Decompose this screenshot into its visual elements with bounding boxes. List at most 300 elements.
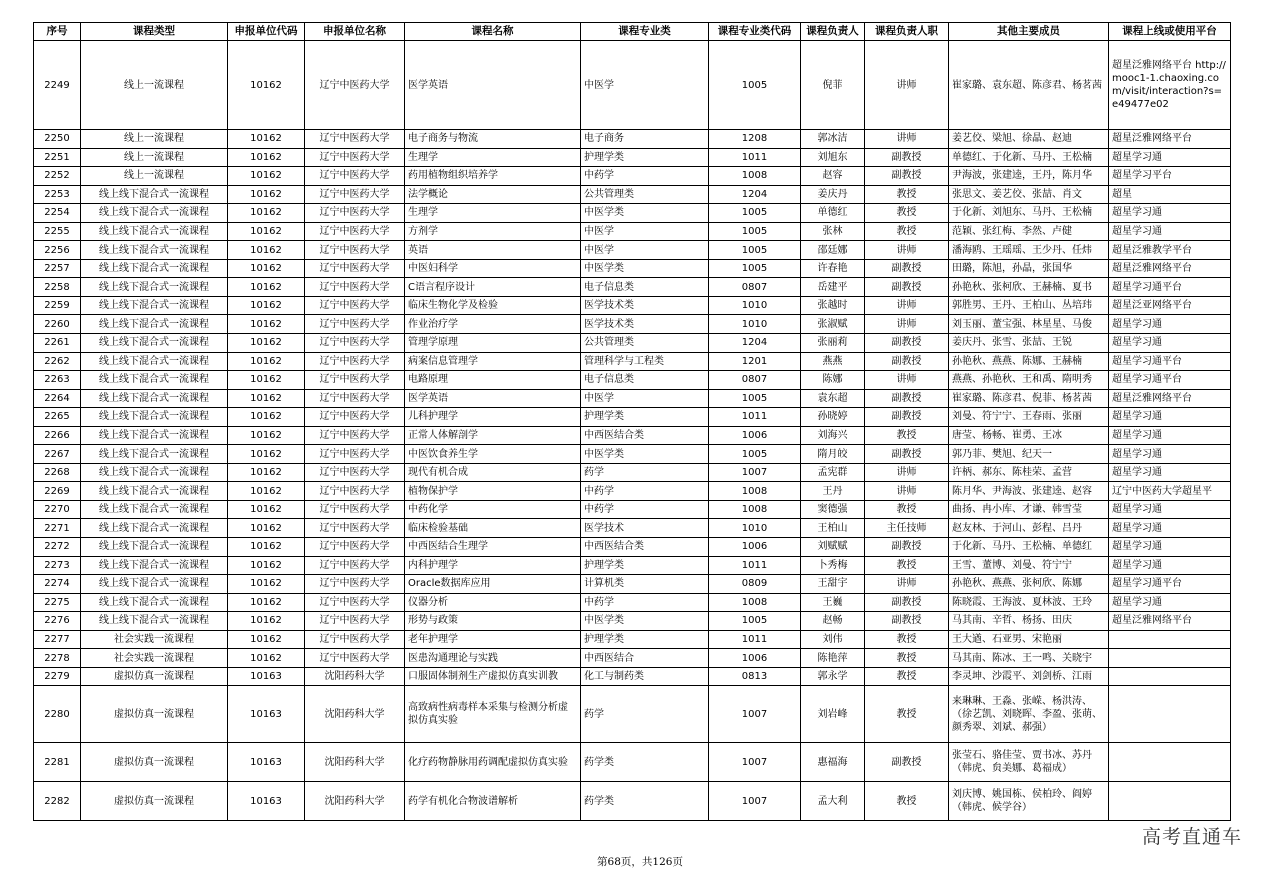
- cell-leader-title: 副教授: [865, 167, 949, 186]
- cell-leader-title: 教授: [865, 426, 949, 445]
- table-row: [34, 782, 1231, 821]
- cell-index: 2250: [34, 130, 81, 149]
- cell-course-name: 电子商务与物流: [405, 130, 581, 149]
- table-row: [34, 389, 1231, 408]
- cell-unit-name: 辽宁中医药大学: [305, 612, 405, 631]
- cell-leader-title: 讲师: [865, 482, 949, 501]
- cell-leader: 王丹: [801, 482, 865, 501]
- cell-leader-title: 副教授: [865, 538, 949, 557]
- table-row: [34, 148, 1231, 167]
- cell-major-category: 中药学: [581, 593, 709, 612]
- cell-leader: 孟大利: [801, 782, 865, 821]
- cell-leader-title: 教授: [865, 782, 949, 821]
- cell-leader-title: 副教授: [865, 593, 949, 612]
- cell-major-code: 1005: [709, 445, 801, 464]
- cell-course-name: 中西医结合生理学: [405, 538, 581, 557]
- cell-platform: [1109, 686, 1231, 743]
- cell-leader: 王甜宇: [801, 575, 865, 594]
- cell-unit-name: 辽宁中医药大学: [305, 167, 405, 186]
- cell-platform: 超星学习通: [1109, 148, 1231, 167]
- cell-members: 赵友林、于河山、彭程、吕丹: [949, 519, 1109, 538]
- cell-index: 2254: [34, 204, 81, 223]
- cell-leader-title: 教授: [865, 185, 949, 204]
- cell-unit-code: 10162: [228, 241, 305, 260]
- cell-course-type: 线上线下混合式一流课程: [81, 519, 228, 538]
- cell-unit-name: 辽宁中医药大学: [305, 259, 405, 278]
- table-row: [34, 185, 1231, 204]
- cell-course-type: 线上线下混合式一流课程: [81, 426, 228, 445]
- cell-index: 2273: [34, 556, 81, 575]
- cell-leader-title: 副教授: [865, 408, 949, 427]
- cell-unit-code: 10162: [228, 408, 305, 427]
- cell-major-category: 中西医结合: [581, 649, 709, 668]
- cell-leader-title: 主任技师: [865, 519, 949, 538]
- cell-leader-title: 教授: [865, 222, 949, 241]
- cell-course-name: 方剂学: [405, 222, 581, 241]
- cell-leader-title: 讲师: [865, 130, 949, 149]
- cell-unit-code: 10162: [228, 222, 305, 241]
- table-row: [34, 334, 1231, 353]
- cell-leader: 陈艳萍: [801, 649, 865, 668]
- cell-unit-code: 10162: [228, 649, 305, 668]
- cell-unit-name: 辽宁中医药大学: [305, 148, 405, 167]
- col-header-members: 其他主要成员: [949, 23, 1109, 41]
- cell-course-type: 线上线下混合式一流课程: [81, 408, 228, 427]
- cell-unit-code: 10162: [228, 575, 305, 594]
- cell-leader: 刘伟: [801, 630, 865, 649]
- col-header-course-name: 课程名称: [405, 23, 581, 41]
- cell-index: 2281: [34, 743, 81, 782]
- cell-major-code: 0813: [709, 667, 801, 686]
- cell-members: 陈晓霞、王海波、夏林波、王玲: [949, 593, 1109, 612]
- cell-major-code: 1007: [709, 743, 801, 782]
- cell-course-name: 生理学: [405, 148, 581, 167]
- cell-course-type: 线上一流课程: [81, 130, 228, 149]
- cell-course-type: 线上线下混合式一流课程: [81, 315, 228, 334]
- cell-unit-code: 10162: [228, 426, 305, 445]
- cell-unit-name: 辽宁中医药大学: [305, 41, 405, 130]
- cell-major-category: 护理学类: [581, 408, 709, 427]
- cell-index: 2264: [34, 389, 81, 408]
- cell-major-category: 中医学: [581, 389, 709, 408]
- cell-unit-code: 10162: [228, 296, 305, 315]
- cell-unit-name: 辽宁中医药大学: [305, 315, 405, 334]
- cell-unit-name: 辽宁中医药大学: [305, 630, 405, 649]
- cell-unit-code: 10163: [228, 686, 305, 743]
- cell-course-type: 线上线下混合式一流课程: [81, 575, 228, 594]
- cell-major-category: 中医学类: [581, 204, 709, 223]
- cell-major-category: 电子信息类: [581, 278, 709, 297]
- cell-course-name: 医学英语: [405, 389, 581, 408]
- cell-course-name: 医学英语: [405, 41, 581, 130]
- cell-index: 2268: [34, 463, 81, 482]
- table-row: [34, 204, 1231, 223]
- cell-course-type: 线上线下混合式一流课程: [81, 185, 228, 204]
- cell-unit-code: 10162: [228, 148, 305, 167]
- cell-major-code: 1005: [709, 241, 801, 260]
- cell-leader: 张淑赋: [801, 315, 865, 334]
- cell-course-name: 老年护理学: [405, 630, 581, 649]
- cell-platform: 超星学习通平台: [1109, 278, 1231, 297]
- table-row: [34, 241, 1231, 260]
- cell-platform: [1109, 667, 1231, 686]
- cell-members: 王大遒、石亚男、宋艳丽: [949, 630, 1109, 649]
- cell-course-type: 线上一流课程: [81, 41, 228, 130]
- cell-major-code: 1010: [709, 315, 801, 334]
- cell-leader-title: 副教授: [865, 445, 949, 464]
- cell-leader-title: 副教授: [865, 334, 949, 353]
- cell-major-category: 公共管理类: [581, 185, 709, 204]
- cell-platform: [1109, 630, 1231, 649]
- cell-members: 刘曼、符宁宁、王春雨、张丽: [949, 408, 1109, 427]
- cell-platform: 超星泛雅教学平台: [1109, 241, 1231, 260]
- cell-course-name: 法学概论: [405, 185, 581, 204]
- cell-leader-title: 教授: [865, 630, 949, 649]
- cell-members: 于化新、马丹、王松楠、单德红: [949, 538, 1109, 557]
- cell-unit-name: 辽宁中医药大学: [305, 575, 405, 594]
- table-row: [34, 667, 1231, 686]
- cell-unit-name: 辽宁中医药大学: [305, 352, 405, 371]
- cell-leader: 燕燕: [801, 352, 865, 371]
- cell-major-category: 管理科学与工程类: [581, 352, 709, 371]
- cell-course-type: 线上线下混合式一流课程: [81, 241, 228, 260]
- cell-major-category: 化工与制药类: [581, 667, 709, 686]
- cell-unit-code: 10162: [228, 593, 305, 612]
- table-row: [34, 296, 1231, 315]
- table-row: [34, 686, 1231, 743]
- cell-index: 2251: [34, 148, 81, 167]
- cell-course-type: 线上线下混合式一流课程: [81, 538, 228, 557]
- cell-unit-name: 辽宁中医药大学: [305, 408, 405, 427]
- watermark: 高考直通车: [1142, 826, 1243, 848]
- cell-unit-name: 辽宁中医药大学: [305, 482, 405, 501]
- cell-major-category: 护理学类: [581, 148, 709, 167]
- cell-unit-name: 辽宁中医药大学: [305, 445, 405, 464]
- table-row: [34, 482, 1231, 501]
- cell-course-name: 临床生物化学及检验: [405, 296, 581, 315]
- cell-course-type: 线上线下混合式一流课程: [81, 482, 228, 501]
- cell-leader: 许春艳: [801, 259, 865, 278]
- cell-index: 2267: [34, 445, 81, 464]
- cell-platform: 超星学习通: [1109, 204, 1231, 223]
- table-row: [34, 426, 1231, 445]
- cell-index: 2253: [34, 185, 81, 204]
- cell-leader: 赵容: [801, 167, 865, 186]
- cell-platform: 超星学习通: [1109, 556, 1231, 575]
- cell-unit-code: 10162: [228, 556, 305, 575]
- cell-leader: 陈娜: [801, 371, 865, 390]
- cell-unit-name: 辽宁中医药大学: [305, 463, 405, 482]
- cell-leader-title: 讲师: [865, 371, 949, 390]
- cell-leader: 孟宪群: [801, 463, 865, 482]
- table-row: [34, 167, 1231, 186]
- cell-unit-name: 辽宁中医药大学: [305, 593, 405, 612]
- cell-members: 曲扬、冉小库、才谦、韩雪莹: [949, 500, 1109, 519]
- cell-unit-code: 10162: [228, 630, 305, 649]
- cell-major-code: 1011: [709, 408, 801, 427]
- cell-index: 2269: [34, 482, 81, 501]
- cell-platform: 辽宁中医药大学超星平: [1109, 482, 1231, 501]
- cell-course-name: 管理学原理: [405, 334, 581, 353]
- cell-index: 2276: [34, 612, 81, 631]
- cell-major-code: 1005: [709, 204, 801, 223]
- cell-course-name: 药用植物组织培养学: [405, 167, 581, 186]
- cell-major-code: 1007: [709, 782, 801, 821]
- cell-course-name: 仪器分析: [405, 593, 581, 612]
- cell-leader: 刘岩峰: [801, 686, 865, 743]
- table-row: [34, 259, 1231, 278]
- cell-unit-code: 10162: [228, 519, 305, 538]
- cell-platform: 超星学习通: [1109, 538, 1231, 557]
- cell-leader-title: 副教授: [865, 352, 949, 371]
- cell-major-code: 1011: [709, 148, 801, 167]
- cell-members: 张思文、姜艺佼、张喆、肖文: [949, 185, 1109, 204]
- cell-unit-code: 10162: [228, 315, 305, 334]
- cell-leader-title: 讲师: [865, 315, 949, 334]
- table-row: [34, 593, 1231, 612]
- cell-members: 许柄、郝东、陈桂荣、孟营: [949, 463, 1109, 482]
- cell-unit-name: 辽宁中医药大学: [305, 334, 405, 353]
- cell-members: 郭乃菲、樊旭、纪天一: [949, 445, 1109, 464]
- cell-platform: 超星泛雅网络平台: [1109, 389, 1231, 408]
- cell-leader: 惠福海: [801, 743, 865, 782]
- cell-leader: 张丽莉: [801, 334, 865, 353]
- cell-course-name: 内科护理学: [405, 556, 581, 575]
- cell-platform: 超星学习通: [1109, 445, 1231, 464]
- cell-unit-name: 辽宁中医药大学: [305, 538, 405, 557]
- cell-course-type: 线上线下混合式一流课程: [81, 296, 228, 315]
- cell-leader: 刘海兴: [801, 426, 865, 445]
- cell-leader: 倪菲: [801, 41, 865, 130]
- cell-course-name: 作业治疗学: [405, 315, 581, 334]
- cell-major-code: 0807: [709, 371, 801, 390]
- cell-leader: 窦德强: [801, 500, 865, 519]
- cell-major-code: 1005: [709, 259, 801, 278]
- table-row: [34, 538, 1231, 557]
- table-row: [34, 519, 1231, 538]
- cell-major-code: 1005: [709, 389, 801, 408]
- cell-platform: 超星: [1109, 185, 1231, 204]
- table-row: [34, 463, 1231, 482]
- col-header-major-code: 课程专业类代码: [709, 23, 801, 41]
- cell-course-name: 正常人体解剖学: [405, 426, 581, 445]
- cell-major-code: 1010: [709, 519, 801, 538]
- cell-course-type: 虚拟仿真一流课程: [81, 686, 228, 743]
- cell-platform: [1109, 649, 1231, 668]
- cell-major-category: 中西医结合类: [581, 538, 709, 557]
- cell-members: 尹海波，张建逵，王丹，陈月华: [949, 167, 1109, 186]
- cell-unit-name: 沈阳药科大学: [305, 667, 405, 686]
- cell-major-category: 电子信息类: [581, 371, 709, 390]
- cell-course-type: 线上一流课程: [81, 167, 228, 186]
- cell-major-code: 1008: [709, 593, 801, 612]
- cell-major-category: 中药学: [581, 167, 709, 186]
- cell-platform: 超星学习通: [1109, 334, 1231, 353]
- cell-course-type: 线上线下混合式一流课程: [81, 204, 228, 223]
- cell-platform: 超星泛雅网络平台 http://mooc1-1.chaoxing.com/visit/interaction?s=e49477e02: [1109, 41, 1231, 130]
- cell-platform: 超星泛雅网络平台: [1109, 130, 1231, 149]
- cell-unit-name: 辽宁中医药大学: [305, 222, 405, 241]
- cell-index: 2282: [34, 782, 81, 821]
- cell-leader-title: 教授: [865, 649, 949, 668]
- cell-major-code: 1208: [709, 130, 801, 149]
- cell-course-name: 中药化学: [405, 500, 581, 519]
- cell-major-category: 护理学类: [581, 556, 709, 575]
- cell-course-type: 线上线下混合式一流课程: [81, 556, 228, 575]
- cell-unit-code: 10162: [228, 334, 305, 353]
- cell-course-type: 线上线下混合式一流课程: [81, 445, 228, 464]
- cell-index: 2278: [34, 649, 81, 668]
- cell-platform: 超星学习通平台: [1109, 352, 1231, 371]
- cell-unit-code: 10162: [228, 185, 305, 204]
- cell-members: 唐莹、杨畅、崔勇、王冰: [949, 426, 1109, 445]
- cell-course-name: 中医妇科学: [405, 259, 581, 278]
- cell-leader: 邵廷娜: [801, 241, 865, 260]
- cell-course-name: 电路原理: [405, 371, 581, 390]
- cell-unit-code: 10162: [228, 612, 305, 631]
- cell-unit-code: 10163: [228, 782, 305, 821]
- table-row: [34, 743, 1231, 782]
- cell-major-category: 医学技术: [581, 519, 709, 538]
- cell-unit-code: 10162: [228, 482, 305, 501]
- cell-major-code: 1201: [709, 352, 801, 371]
- col-header-course-type: 课程类型: [81, 23, 228, 41]
- cell-leader: 张越时: [801, 296, 865, 315]
- cell-unit-name: 辽宁中医药大学: [305, 556, 405, 575]
- table-row: [34, 445, 1231, 464]
- cell-leader-title: 教授: [865, 204, 949, 223]
- cell-major-code: 1011: [709, 556, 801, 575]
- cell-course-type: 虚拟仿真一流课程: [81, 782, 228, 821]
- cell-index: 2257: [34, 259, 81, 278]
- cell-major-code: 1005: [709, 41, 801, 130]
- cell-members: 马其南、陈冰、王一鸣、关晓宇: [949, 649, 1109, 668]
- cell-course-type: 线上线下混合式一流课程: [81, 463, 228, 482]
- cell-members: 陈月华、尹海波、张建逵、赵容: [949, 482, 1109, 501]
- cell-leader: 张林: [801, 222, 865, 241]
- cell-major-code: 1010: [709, 296, 801, 315]
- course-table: [33, 22, 1231, 821]
- cell-course-name: 口服固体制剂生产虚拟仿真实训教: [405, 667, 581, 686]
- cell-course-type: 社会实践一流课程: [81, 630, 228, 649]
- cell-unit-code: 10163: [228, 743, 305, 782]
- cell-members: 孙艳秋、燕燕、张柯欣、陈娜: [949, 575, 1109, 594]
- cell-major-category: 护理学类: [581, 630, 709, 649]
- cell-leader-title: 副教授: [865, 389, 949, 408]
- cell-platform: 超星泛雅网络平台: [1109, 259, 1231, 278]
- cell-members: 孙艳秋、张柯欣、王赫楠、夏书: [949, 278, 1109, 297]
- cell-leader: 郭冰洁: [801, 130, 865, 149]
- cell-leader-title: 讲师: [865, 575, 949, 594]
- cell-course-name: 形势与政策: [405, 612, 581, 631]
- cell-course-name: 生理学: [405, 204, 581, 223]
- cell-unit-name: 辽宁中医药大学: [305, 389, 405, 408]
- cell-leader-title: 副教授: [865, 259, 949, 278]
- cell-course-type: 虚拟仿真一流课程: [81, 743, 228, 782]
- cell-platform: 超星学习通平台: [1109, 575, 1231, 594]
- cell-major-code: 1008: [709, 167, 801, 186]
- cell-unit-name: 辽宁中医药大学: [305, 241, 405, 260]
- cell-unit-code: 10162: [228, 371, 305, 390]
- cell-course-name: 临床检验基础: [405, 519, 581, 538]
- table-row: [34, 649, 1231, 668]
- cell-unit-code: 10162: [228, 352, 305, 371]
- cell-major-category: 中医学类: [581, 445, 709, 464]
- cell-index: 2270: [34, 500, 81, 519]
- cell-major-code: 0807: [709, 278, 801, 297]
- cell-major-category: 药学类: [581, 782, 709, 821]
- cell-course-name: 中医饮食养生学: [405, 445, 581, 464]
- col-header-platform: 课程上线或使用平台: [1109, 23, 1231, 41]
- cell-members: 于化新、刘旭东、马丹、王松楠: [949, 204, 1109, 223]
- cell-members: 孙艳秋、燕燕、陈娜、王赫楠: [949, 352, 1109, 371]
- cell-major-category: 中药学: [581, 482, 709, 501]
- cell-members: 刘玉丽、董宝强、林星星、马俊: [949, 315, 1109, 334]
- cell-index: 2280: [34, 686, 81, 743]
- cell-leader: 刘旭东: [801, 148, 865, 167]
- cell-unit-name: 辽宁中医药大学: [305, 649, 405, 668]
- cell-major-category: 药学: [581, 686, 709, 743]
- cell-major-code: 1204: [709, 334, 801, 353]
- cell-unit-name: 沈阳药科大学: [305, 743, 405, 782]
- cell-platform: 超星泛亚网络平台: [1109, 296, 1231, 315]
- cell-unit-name: 辽宁中医药大学: [305, 130, 405, 149]
- cell-unit-code: 10162: [228, 41, 305, 130]
- cell-course-name: C语言程序设计: [405, 278, 581, 297]
- cell-major-code: 1007: [709, 686, 801, 743]
- cell-members: 范颖、张红梅、李然、卢健: [949, 222, 1109, 241]
- cell-course-type: 线上一流课程: [81, 148, 228, 167]
- cell-course-type: 线上线下混合式一流课程: [81, 593, 228, 612]
- cell-major-code: 0809: [709, 575, 801, 594]
- cell-major-code: 1006: [709, 538, 801, 557]
- cell-unit-code: 10162: [228, 278, 305, 297]
- cell-platform: 超星学习通: [1109, 222, 1231, 241]
- cell-unit-name: 辽宁中医药大学: [305, 500, 405, 519]
- cell-unit-code: 10162: [228, 463, 305, 482]
- cell-course-type: 线上线下混合式一流课程: [81, 278, 228, 297]
- cell-major-category: 药学类: [581, 743, 709, 782]
- cell-leader: 姜庆丹: [801, 185, 865, 204]
- cell-members: 田璐，陈旭，孙晶，张国华: [949, 259, 1109, 278]
- cell-platform: 超星学习通平台: [1109, 371, 1231, 390]
- cell-major-category: 中医学: [581, 222, 709, 241]
- cell-major-category: 医学技术类: [581, 296, 709, 315]
- cell-course-type: 线上线下混合式一流课程: [81, 259, 228, 278]
- col-header-leader: 课程负责人: [801, 23, 865, 41]
- cell-unit-code: 10162: [228, 538, 305, 557]
- cell-leader-title: 讲师: [865, 463, 949, 482]
- cell-members: 郭胜男、王丹、王柏山、丛培玮: [949, 296, 1109, 315]
- cell-leader: 岳建平: [801, 278, 865, 297]
- cell-course-name: 植物保护学: [405, 482, 581, 501]
- cell-index: 2265: [34, 408, 81, 427]
- col-header-unit-name: 申报单位名称: [305, 23, 405, 41]
- cell-platform: 超星学习通: [1109, 315, 1231, 334]
- cell-members: 潘海鸥、王瑶瑶、王少丹、任炜: [949, 241, 1109, 260]
- cell-major-code: 1011: [709, 630, 801, 649]
- cell-leader-title: 讲师: [865, 296, 949, 315]
- cell-index: 2259: [34, 296, 81, 315]
- cell-unit-code: 10162: [228, 389, 305, 408]
- cell-members: 姜艺佼、梁旭、徐晶、赵迪: [949, 130, 1109, 149]
- cell-course-name: 儿科护理学: [405, 408, 581, 427]
- table-row: [34, 612, 1231, 631]
- cell-course-type: 线上线下混合式一流课程: [81, 371, 228, 390]
- cell-leader: 赵畅: [801, 612, 865, 631]
- col-header-leader-title: 课程负责人职: [865, 23, 949, 41]
- cell-members: 单德红、于化新、马丹、王松楠: [949, 148, 1109, 167]
